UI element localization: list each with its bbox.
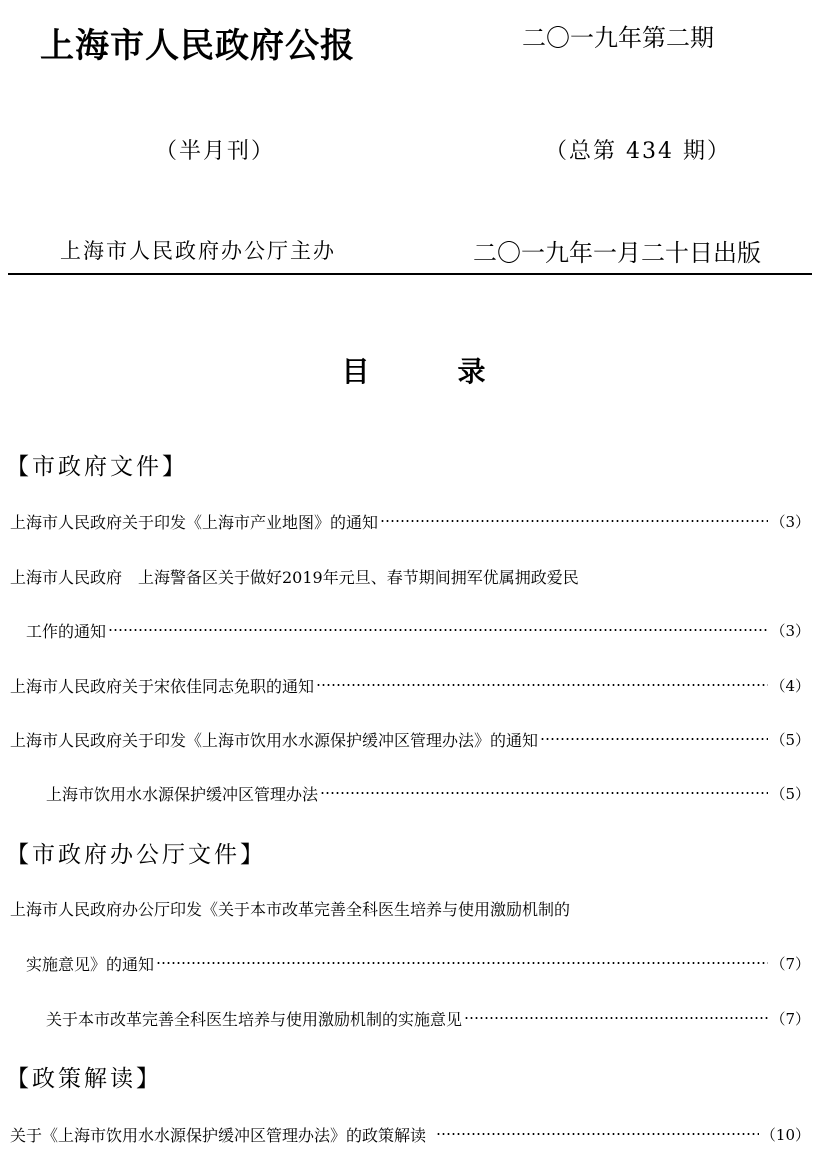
- dot-leader: [464, 1013, 768, 1023]
- toc-entry-title-line1[interactable]: 上海市人民政府办公厅印发《关于本市改革完善全科医生培养与使用激励机制的: [10, 900, 571, 919]
- toc-entry-page: （7）: [770, 1009, 810, 1028]
- section-heading-office-docs: 【市政府办公厅文件】: [6, 842, 266, 868]
- section-heading-policy-interpretation: 【政策解读】: [6, 1066, 162, 1092]
- toc-entry-title: 关于本市改革完善全科医生培养与使用激励机制的实施意见: [46, 1009, 463, 1029]
- toc-entry-title: 关于《上海市饮用水水源保护缓冲区管理办法》的政策解读: [10, 1125, 427, 1145]
- dot-leader: [540, 734, 768, 744]
- sponsor: 上海市人民政府办公厅主办: [60, 239, 336, 263]
- toc-entry[interactable]: [10, 671, 810, 699]
- header-divider: [8, 273, 812, 275]
- toc-entry[interactable]: [10, 725, 810, 753]
- toc-entry-page: （3）: [770, 621, 810, 640]
- toc-title: [0, 350, 827, 390]
- dot-leader: [108, 625, 768, 635]
- toc-entry-title: 上海市人民政府关于宋依佳同志免职的通知: [10, 676, 315, 696]
- toc-entry[interactable]: [26, 949, 810, 977]
- total-issue-number: （总第 434 期）: [545, 139, 731, 164]
- dot-leader: [380, 516, 768, 526]
- dot-leader: [320, 788, 768, 798]
- toc-entry-title: 上海市人民政府关于印发《上海市饮用水水源保护缓冲区管理办法》的通知: [10, 730, 539, 750]
- publication-date: 二〇一九年一月二十日出版: [473, 239, 761, 267]
- toc-entry-title: 工作的通知: [26, 621, 107, 641]
- toc-entry[interactable]: [46, 779, 810, 807]
- toc-entry[interactable]: [26, 616, 810, 644]
- toc-entry-page: （4）: [770, 676, 810, 695]
- dot-leader: [156, 958, 768, 968]
- dot-leader: [436, 1129, 759, 1139]
- toc-entry-title: 上海市人民政府关于印发《上海市产业地图》的通知: [10, 512, 379, 532]
- toc-entry-title: 实施意见》的通知: [26, 954, 155, 974]
- gazette-title: 上海市人民政府公报: [40, 26, 355, 66]
- toc-title-char: 目: [341, 355, 370, 388]
- publication-frequency: （半月刊）: [155, 139, 276, 164]
- toc-entry-page: （7）: [770, 954, 810, 973]
- toc-entry-page: （10）: [760, 1125, 810, 1144]
- issue-name: 二〇一九年第二期: [522, 24, 714, 52]
- toc-entry-page: （5）: [770, 730, 810, 749]
- toc-entry[interactable]: [46, 1004, 810, 1032]
- toc-entry[interactable]: [10, 1120, 810, 1148]
- toc-entry-page: （3）: [770, 512, 810, 531]
- toc-entry[interactable]: [10, 507, 810, 535]
- toc-entry-title-line1[interactable]: 上海市人民政府 上海警备区关于做好2019年元旦、春节期间拥军优属拥政爱民: [10, 568, 579, 587]
- section-heading-municipal-docs: 【市政府文件】: [6, 454, 188, 480]
- toc-title-char: 录: [457, 355, 486, 388]
- toc-entry-title: 上海市饮用水水源保护缓冲区管理办法: [46, 784, 319, 804]
- dot-leader: [316, 680, 768, 690]
- toc-entry-page: （5）: [770, 784, 810, 803]
